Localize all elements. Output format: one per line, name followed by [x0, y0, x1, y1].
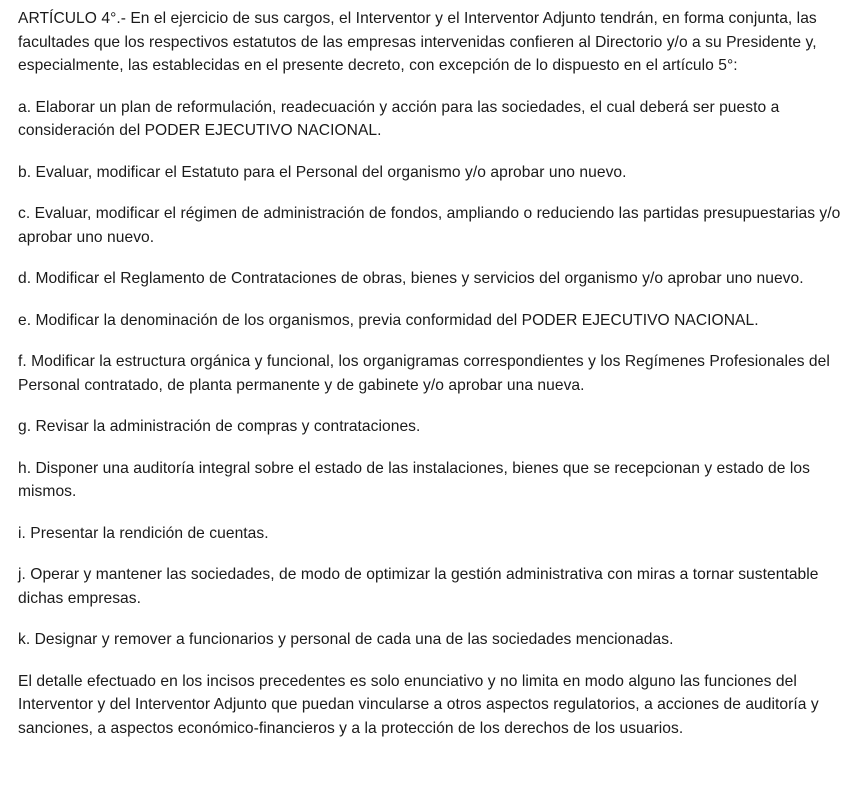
list-item-d: d. Modificar el Reglamento de Contrataciones de obras, bienes y servicios del organismo y/o aprobar uno nuevo. — [18, 270, 804, 287]
closing-paragraph: El detalle efectuado en los incisos precedentes es solo enunciativo y no limita en modo alguno las funciones del Interventor y del Interventor Adjunto que puedan vincularse a otros aspectos regulatorios, a acciones de auditoría y sanciones, a aspectos económico-financieros y a la protección de los derechos de los usuarios. — [18, 672, 819, 737]
list-item-k: k. Designar y remover a funcionarios y personal de cada una de las sociedades mencionadas. — [18, 631, 674, 648]
list-item-c: c. Evaluar, modificar el régimen de administración de fondos, ampliando o reduciendo las partidas presupuestarias y/o aprobar uno nuevo. — [18, 205, 841, 246]
list-item-b: b. Evaluar, modificar el Estatuto para el Personal del organismo y/o aprobar uno nuevo. — [18, 163, 627, 181]
list-item-j: j. Operar y mantener las sociedades, de modo de optimizar la gestión administrativa con miras a tornar sustentable dichas empresas. — [18, 566, 819, 607]
list-item-e: e. Modificar la denominación de los organismos, previa conformidad del PODER EJECUTIVO NACIONAL. — [18, 311, 759, 329]
list-item-a: a. Elaborar un plan de reformulación, readecuación y acción para las sociedades, el cual deberá ser puesto a consideración del PODER EJECUTIVO NACIONAL. — [18, 98, 780, 139]
list-item-f: f. Modificar la estructura orgánica y funcional, los organigramas correspondientes y los Regímenes Profesionales del Personal contratado, de planta permanente y de gabinete y/o aprobar una nueva. — [18, 353, 830, 394]
list-item-h: h. Disponer una auditoría integral sobre el estado de las instalaciones, bienes que se recepcionan y estado de los mismos. — [18, 459, 810, 500]
list-item-g: g. Revisar la administración de compras y contrataciones. — [18, 418, 421, 435]
list-item-i: i. Presentar la rendición de cuentas. — [18, 524, 269, 542]
article-intro: ARTÍCULO 4°.- En el ejercicio de sus cargos, el Interventor y el Interventor Adjunto tendrán, en forma conjunta, las facultades que los respectivos estatutos de las empresas intervenidas confieren al Directorio y/o a su Presidente y, especialmente, las establecidas en el presente decreto, con excepción de lo dispuesto en el artículo 5°: — [18, 10, 817, 74]
document-body — [0, 7, 862, 740]
